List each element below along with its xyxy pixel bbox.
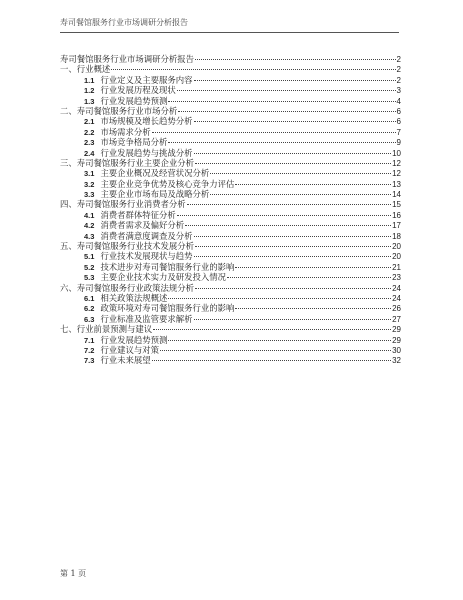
toc-dot-leader	[177, 215, 391, 216]
toc-dot-leader	[153, 329, 391, 330]
toc-entry-title: 政策环境对寿司餐馆服务行业的影响	[100, 303, 235, 314]
toc-entry-title: 消费者群体特征分析	[100, 209, 176, 220]
toc-entry[interactable]	[60, 314, 401, 324]
toc-dot-leader	[227, 277, 391, 278]
toc-entry-page-number: 20	[392, 252, 401, 262]
toc-entry-number: 3.2	[84, 179, 95, 189]
toc-entry-title: 主要企业概况及经营状况分析	[100, 168, 210, 179]
toc-entry-page-number: 2	[396, 75, 401, 85]
toc-entry-number: 3.1	[84, 169, 95, 179]
toc-entry[interactable]	[60, 335, 401, 345]
toc-entry-title: 行业未来展望	[100, 355, 151, 366]
toc-entry-page-number: 24	[392, 283, 401, 293]
toc-entry[interactable]	[60, 85, 401, 95]
toc-entry-number: 4.2	[84, 221, 95, 231]
toc-entry-page-number: 23	[392, 273, 401, 283]
toc-dot-leader	[210, 173, 391, 174]
toc-entry-page-number: 29	[392, 335, 401, 345]
toc-entry[interactable]	[60, 75, 401, 85]
toc-entry[interactable]	[60, 54, 401, 64]
toc-dot-leader	[152, 132, 396, 133]
toc-dot-leader	[194, 121, 396, 122]
toc-dot-leader	[194, 236, 392, 237]
toc-entry-title: 市场规模及增长趋势分析	[100, 116, 193, 127]
table-of-contents	[60, 54, 401, 366]
toc-dot-leader	[195, 163, 391, 164]
toc-entry-number: 1.2	[84, 86, 95, 96]
toc-dot-leader	[168, 142, 395, 143]
toc-entry-number: 6.2	[84, 304, 95, 314]
toc-entry-title: 市场竞争格局分析	[100, 137, 168, 148]
toc-dot-leader	[152, 360, 391, 361]
toc-dot-leader	[168, 101, 395, 102]
toc-entry-title: 相关政策法规概述	[100, 292, 168, 303]
toc-entry[interactable]	[60, 283, 401, 293]
toc-dot-leader	[185, 225, 391, 226]
toc-entry-page-number: 7	[396, 127, 401, 137]
toc-entry[interactable]	[60, 272, 401, 282]
toc-entry-title: 五、寿司餐馆服务行业技术发展分析	[60, 241, 194, 252]
toc-entry-page-number: 2	[396, 55, 401, 64]
toc-dot-leader	[210, 194, 391, 195]
toc-entry-number: 2.2	[84, 127, 95, 137]
toc-entry[interactable]	[60, 303, 401, 313]
toc-entry-page-number: 14	[392, 190, 401, 200]
toc-entry-page-number: 20	[392, 242, 401, 252]
toc-entry-title: 市场需求分析	[100, 126, 151, 137]
toc-entry-number: 7.3	[84, 356, 95, 366]
toc-entry-page-number: 12	[392, 158, 401, 168]
toc-entry[interactable]	[60, 345, 401, 355]
toc-dot-leader	[187, 204, 391, 205]
toc-entry-title: 行业发展历程及现状	[100, 85, 176, 96]
toc-entry-page-number: 13	[392, 179, 401, 189]
toc-entry[interactable]	[60, 241, 401, 251]
toc-entry[interactable]	[60, 210, 401, 220]
toc-entry[interactable]	[60, 293, 401, 303]
toc-entry-number: 7.1	[84, 335, 95, 345]
toc-entry[interactable]	[60, 189, 401, 199]
toc-dot-leader	[177, 90, 396, 91]
toc-entry-title: 消费者需求及偏好分析	[100, 220, 185, 231]
toc-entry-title: 主要企业竞争优势及核心竞争力评估	[100, 178, 235, 189]
toc-entry-title: 寿司餐馆服务行业市场调研分析报告	[60, 54, 194, 64]
toc-entry-title: 行业发展趋势与挑战分析	[100, 147, 193, 158]
toc-entry-page-number: 21	[392, 262, 401, 272]
toc-entry-page-number: 16	[392, 210, 401, 220]
toc-entry-title: 主要企业技术实力及研发投入情况	[100, 272, 227, 283]
toc-entry-number: 3.3	[84, 190, 95, 200]
toc-entry[interactable]	[60, 106, 401, 116]
toc-entry-title: 行业技术发展现状与趋势	[100, 251, 193, 262]
toc-entry-title: 技术进步对寿司餐馆服务行业的影响	[100, 261, 235, 272]
toc-dot-leader	[235, 184, 391, 185]
toc-entry-title: 七、行业前景预测与建议	[60, 324, 153, 335]
toc-entry-page-number: 29	[392, 325, 401, 335]
toc-entry[interactable]	[60, 148, 401, 158]
header-divider	[60, 32, 399, 33]
toc-entry-page-number: 6	[396, 106, 401, 116]
toc-entry-page-number: 30	[392, 345, 401, 355]
toc-entry[interactable]	[60, 324, 401, 334]
toc-entry-number: 7.2	[84, 345, 95, 355]
toc-entry-title: 行业建议与对策	[100, 344, 160, 355]
toc-dot-leader	[194, 256, 392, 257]
toc-entry-number: 6.3	[84, 314, 95, 324]
toc-entry-title: 二、寿司餐馆服务行业市场分析	[60, 105, 178, 116]
toc-entry-page-number: 9	[396, 138, 401, 148]
toc-entry[interactable]	[60, 64, 401, 74]
toc-entry-title: 行业定义及主要服务内容	[100, 74, 193, 85]
toc-entry-number: 1.1	[84, 75, 95, 85]
toc-entry-title: 行业标准及监管要求解析	[100, 313, 193, 324]
toc-entry-title: 行业发展趋势预测	[100, 334, 168, 345]
toc-entry[interactable]	[60, 262, 401, 272]
toc-entry-title: 一、行业概述	[60, 64, 111, 75]
toc-entry[interactable]	[60, 199, 401, 209]
toc-entry-page-number: 3	[396, 86, 401, 96]
toc-dot-leader	[195, 246, 391, 247]
toc-dot-leader	[194, 80, 396, 81]
toc-entry-page-number: 4	[396, 96, 401, 106]
toc-dot-leader	[168, 340, 391, 341]
toc-entry-page-number: 24	[392, 293, 401, 303]
toc-dot-leader	[195, 59, 396, 60]
toc-entry-number: 2.3	[84, 138, 95, 148]
toc-entry[interactable]	[60, 137, 401, 147]
toc-entry-page-number: 32	[392, 356, 401, 366]
toc-entry-page-number: 12	[392, 169, 401, 179]
toc-entry[interactable]	[60, 220, 401, 230]
toc-entry[interactable]	[60, 158, 401, 168]
toc-dot-leader	[195, 288, 391, 289]
toc-dot-leader	[111, 69, 395, 70]
toc-entry-page-number: 17	[392, 221, 401, 231]
page-header: 寿司餐馆服务行业市场调研分析报告	[60, 18, 188, 27]
toc-dot-leader	[168, 298, 391, 299]
toc-dot-leader	[178, 111, 395, 112]
toc-entry-number: 5.3	[84, 273, 95, 283]
toc-entry-number: 6.1	[84, 293, 95, 303]
toc-dot-leader	[160, 350, 391, 351]
toc-dot-leader	[235, 267, 391, 268]
toc-entry[interactable]	[60, 251, 401, 261]
page-footer: 第 1 页	[60, 569, 87, 578]
toc-entry[interactable]	[60, 355, 401, 365]
toc-entry[interactable]	[60, 96, 401, 106]
toc-entry-title: 三、寿司餐馆服务行业主要企业分析	[60, 157, 194, 168]
toc-entry-page-number: 26	[392, 304, 401, 314]
toc-entry-title: 主要企业市场布局及战略分析	[100, 189, 210, 200]
toc-entry-number: 4.1	[84, 210, 95, 220]
toc-entry-page-number: 15	[392, 200, 401, 210]
toc-entry-page-number: 18	[392, 231, 401, 241]
toc-entry-title: 四、寿司餐馆服务行业消费者分析	[60, 199, 186, 210]
toc-dot-leader	[194, 319, 392, 320]
toc-entry-page-number: 6	[396, 117, 401, 127]
toc-entry[interactable]	[60, 116, 401, 126]
toc-entry[interactable]	[60, 168, 401, 178]
toc-entry-title: 行业发展趋势预测	[100, 95, 168, 106]
toc-dot-leader	[235, 308, 391, 309]
toc-entry-page-number: 27	[392, 314, 401, 324]
toc-dot-leader	[194, 153, 392, 154]
toc-entry-page-number: 10	[392, 148, 401, 158]
toc-entry-number: 1.3	[84, 96, 95, 106]
toc-entry-title: 六、寿司餐馆服务行业政策法规分析	[60, 282, 194, 293]
toc-entry[interactable]	[60, 231, 401, 241]
toc-entry[interactable]	[60, 179, 401, 189]
toc-entry-number: 2.4	[84, 148, 95, 158]
toc-entry-number: 4.3	[84, 231, 95, 241]
toc-entry-page-number: 2	[396, 65, 401, 75]
toc-entry-title: 消费者满意度调查及分析	[100, 230, 193, 241]
toc-entry-number: 5.1	[84, 252, 95, 262]
toc-entry-number: 2.1	[84, 117, 95, 127]
toc-entry[interactable]	[60, 127, 401, 137]
toc-entry-number: 5.2	[84, 262, 95, 272]
